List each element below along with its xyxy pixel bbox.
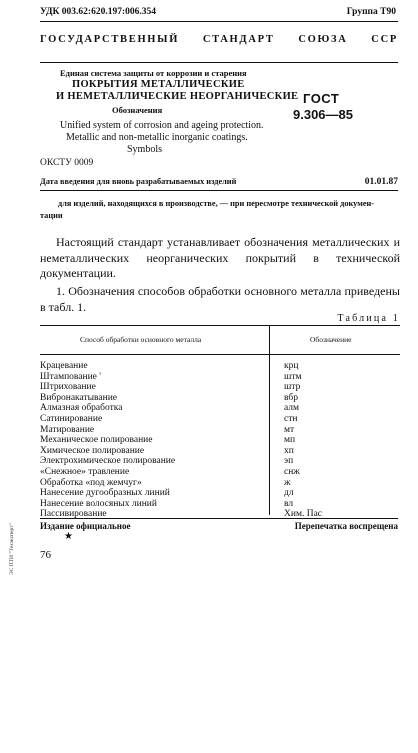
table-cell-code: вбр	[284, 392, 298, 403]
official-edition-label: Издание официальное	[40, 521, 131, 531]
table-cell-method: Пассивирование	[40, 509, 107, 520]
table-cell-code: ж	[284, 477, 291, 488]
footer-rule	[40, 518, 398, 519]
table-cell-method: «Снежное» травление	[40, 466, 130, 477]
body-paragraph-2: 1. Обозначения способов обработки основного металла приведены в табл. 1.	[40, 284, 400, 314]
side-watermark-note: ЭС ПТИ "Техэксперт"	[9, 523, 15, 575]
table-row	[40, 499, 400, 510]
gost-label: ГОСТ	[303, 91, 340, 106]
english-title-line1: Unified system of corrosion and ageing protection.	[60, 120, 264, 131]
table-row	[40, 488, 400, 499]
group-code: Группа Т90	[346, 7, 396, 17]
table-row	[40, 403, 400, 414]
table-cell-code: стн	[284, 413, 298, 424]
oksty-code: ОКСТУ 0009	[40, 158, 94, 168]
english-title-line2: Metallic and non-metallic inorganic coatings.	[66, 132, 248, 143]
table-row	[40, 456, 400, 467]
table-cell-code: мп	[284, 435, 296, 446]
table-cell-code: хп	[284, 445, 294, 456]
header-rule-bottom	[40, 62, 398, 63]
table-cell-code: снж	[284, 466, 300, 477]
table-row	[40, 372, 400, 383]
table-cell-method: Нанесение дугообразных линий	[40, 488, 170, 499]
table-header-rule	[40, 354, 400, 355]
table-cell-method: Сатинирование	[40, 413, 103, 424]
state-standard-word: СТАНДАРТ	[202, 34, 275, 45]
standard-title-line2: И НЕМЕТАЛЛИЧЕСКИЕ НЕОРГАНИЧЕСКИЕ	[56, 91, 299, 102]
intro-date-rule	[40, 190, 398, 191]
table-cell-method: Обработка «под жемчуг»	[40, 477, 142, 488]
english-title-line3: Symbols	[127, 144, 163, 155]
table-cell-code: вл	[284, 498, 294, 509]
gost-number: 9.306—85	[293, 107, 353, 122]
body-paragraph-1: Настоящий стандарт устанавливает обозначения металлических и неметаллических неорганических покрытий в технической документации.	[40, 235, 400, 280]
state-standard-word: СОЮЗА	[298, 34, 348, 45]
udk-code: УДК 003.62:620.197:006.354	[40, 7, 157, 17]
table-row	[40, 467, 400, 478]
table-cell-code: Хим. Пас	[284, 509, 322, 520]
table-cell-method: Нанесение волосяных линий	[40, 498, 157, 509]
table-header-method: Способ обработки основного металла	[80, 335, 202, 344]
table-cell-method: Электрохимическое полирование	[40, 456, 176, 467]
table-cell-code: штм	[284, 371, 302, 382]
reprint-prohibited-label: Перепечатка воспрещена	[294, 521, 398, 531]
table-cell-method: Вибронакатывание	[40, 392, 117, 403]
table-row	[40, 425, 400, 436]
state-standard-word: ССР	[371, 34, 398, 45]
standard-subtitle: Обозначения	[112, 105, 163, 115]
table-cell-method: Штампование '	[40, 371, 101, 382]
table-cell-code: мт	[284, 424, 295, 435]
table-caption: Таблица 1	[337, 313, 400, 324]
table-row	[40, 393, 400, 404]
table-row	[40, 414, 400, 425]
table-cell-method: Химическое полирование	[40, 445, 145, 456]
intro-date-label: Дата введения для вновь разрабатываемых изделий	[40, 177, 237, 186]
table-row	[40, 382, 400, 393]
system-title: Единая система защиты от коррозии и старения	[60, 68, 247, 78]
table-cell-method: Алмазная обработка	[40, 403, 123, 414]
production-note-line1: для изделий, находящихся в производстве, — при пересмотре технической докумен-	[58, 199, 375, 208]
table-header-code: Обозначение	[310, 335, 352, 344]
production-note-line2: тации	[40, 211, 63, 220]
table-cell-code: штр	[284, 382, 301, 393]
page-number: 76	[40, 549, 51, 561]
table-cell-method: Механическое полирование	[40, 435, 153, 446]
header-rule-top	[40, 21, 398, 22]
table-row	[40, 478, 400, 489]
table-body	[40, 361, 400, 520]
state-standard-word: ГОСУДАРСТВЕННЫЙ	[40, 34, 180, 45]
standard-title-line1: ПОКРЫТИЯ МЕТАЛЛИЧЕСКИЕ	[72, 79, 245, 90]
table-cell-code: крц	[284, 361, 299, 371]
table-row	[40, 361, 400, 372]
star-icon: ★	[64, 531, 73, 542]
state-standard-heading	[40, 34, 398, 45]
table-row	[40, 435, 400, 446]
intro-date-value: 01.01.87	[364, 177, 398, 187]
table-row	[40, 446, 400, 457]
table-top-rule	[40, 325, 400, 326]
table-cell-code: дл	[284, 488, 294, 499]
table-cell-code: эп	[284, 456, 294, 467]
table-cell-method: Штрихование	[40, 382, 96, 393]
table-cell-method: Крацевание	[40, 361, 88, 371]
table-cell-method: Матирование	[40, 424, 95, 435]
table-cell-code: алм	[284, 403, 300, 414]
designations-table	[40, 325, 400, 753]
